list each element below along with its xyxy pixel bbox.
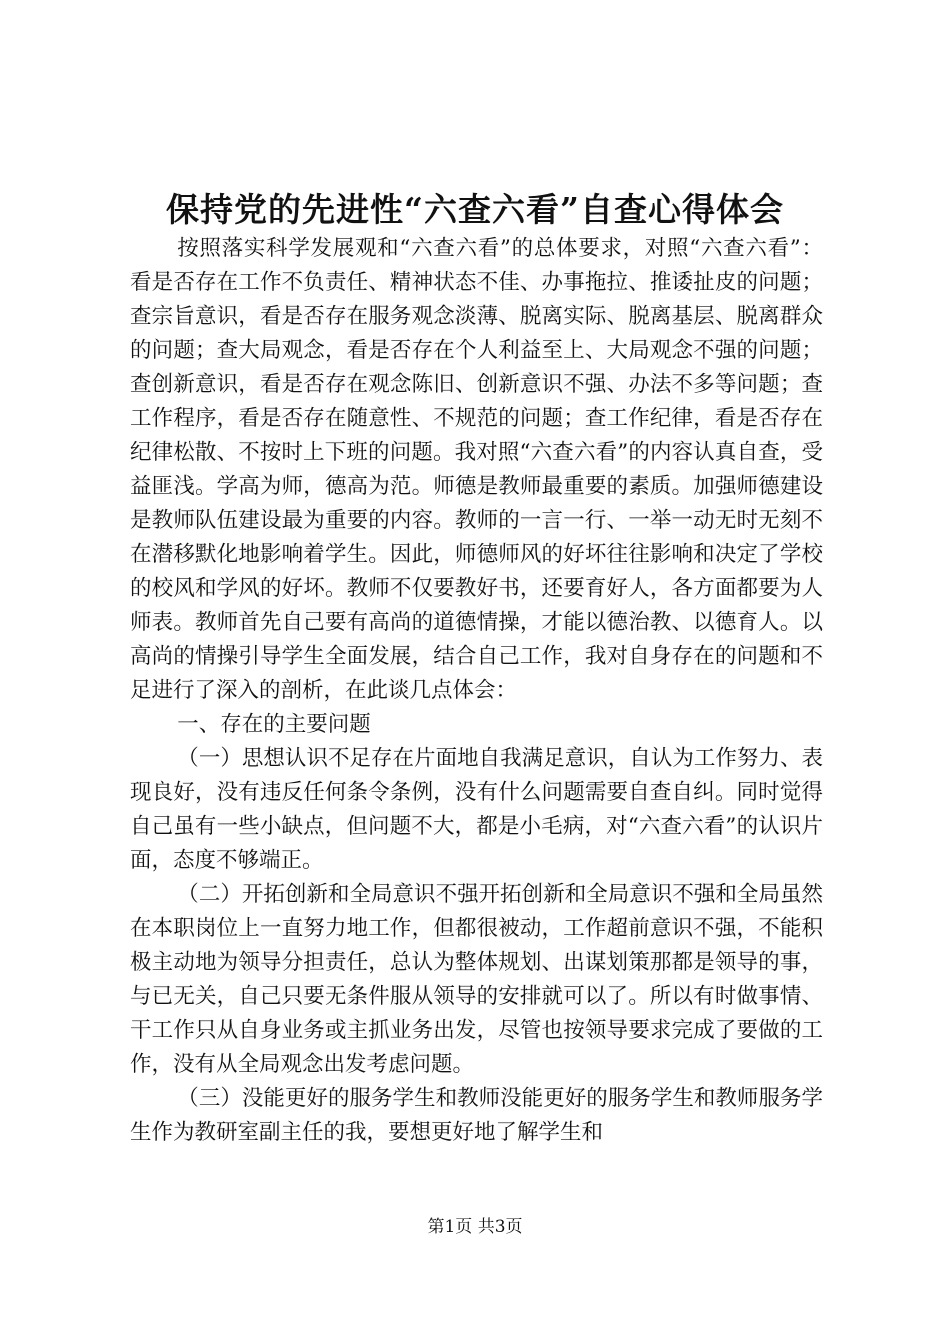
- document-title: 保持党的先进性“六查六看”自查心得体会: [166, 190, 784, 229]
- section-heading: 一、存在的主要问题: [177, 712, 371, 737]
- problem-paragraph-1: （一）思想认识不足存在片面地自我满足意识，自认为工作努力、表现良好，没有违反任何条令条例，没有什么问题需要自查自纠。同时觉得自己虽有一些小缺点，但问题不大，都是小毛病，对“六查六看”的认识片面，态度不够端正。: [130, 746, 823, 873]
- page-footer: 第1页 共3页: [427, 1217, 523, 1237]
- document-body: [130, 232, 823, 1150]
- intro-paragraph: 按照落实科学发展观和“六查六看”的总体要求，对照“六查六看”：看是否存在工作不负责任、精神状态不佳、办事拖拉、推诿扯皮的问题；查宗旨意识，看是否存在服务观念淡薄、脱离实际、脱离基层、脱离群众的问题；查大局观念，看是否存在个人利益至上、大局观念不强的问题；查创新意识，看是否存在观念陈旧、创新意识不强、办法不多等问题；查工作程序，看是否存在随意性、不规范的问题；查工作纪律，看是否存在纪律松散、不按时上下班的问题。我对照“六查六看”的内容认真自查，受益匪浅。学高为师，德高为范。师德是教师最重要的素质。加强师德建设是教师队伍建设最为重要的内容。教师的一言一行、一举一动无时无刻不在潜移默化地影响着学生。因此，师德师风的好坏往往影响和决定了学校的校风和学风的好坏。教师不仅要教好书，还要育好人，各方面都要为人师表。教师首先自己要有高尚的道德情操，才能以德治教、以德育人。以高尚的情操引导学生全面发展，结合自己工作，我对自身存在的问题和不足进行了深入的剖析，在此谈几点体会：: [130, 236, 823, 703]
- problem-paragraph-3: （三）没能更好的服务学生和教师没能更好的服务学生和教师服务学生作为教研室副主任的我，要想更好地了解学生和: [130, 1086, 823, 1145]
- problem-paragraph-2: （二）开拓创新和全局意识不强开拓创新和全局意识不强和全局虽然在本职岗位上一直努力地工作，但都很被动，工作超前意识不强，不能积极主动地为领导分担责任，总认为整体规划、出谋划策那都是领导的事，与已无关，自己只要无条件服从领导的安排就可以了。所以有时做事情、干工作只从自身业务或主抓业务出发，尽管也按领导要求完成了要做的工作，没有从全局观念出发考虑问题。: [130, 882, 823, 1077]
